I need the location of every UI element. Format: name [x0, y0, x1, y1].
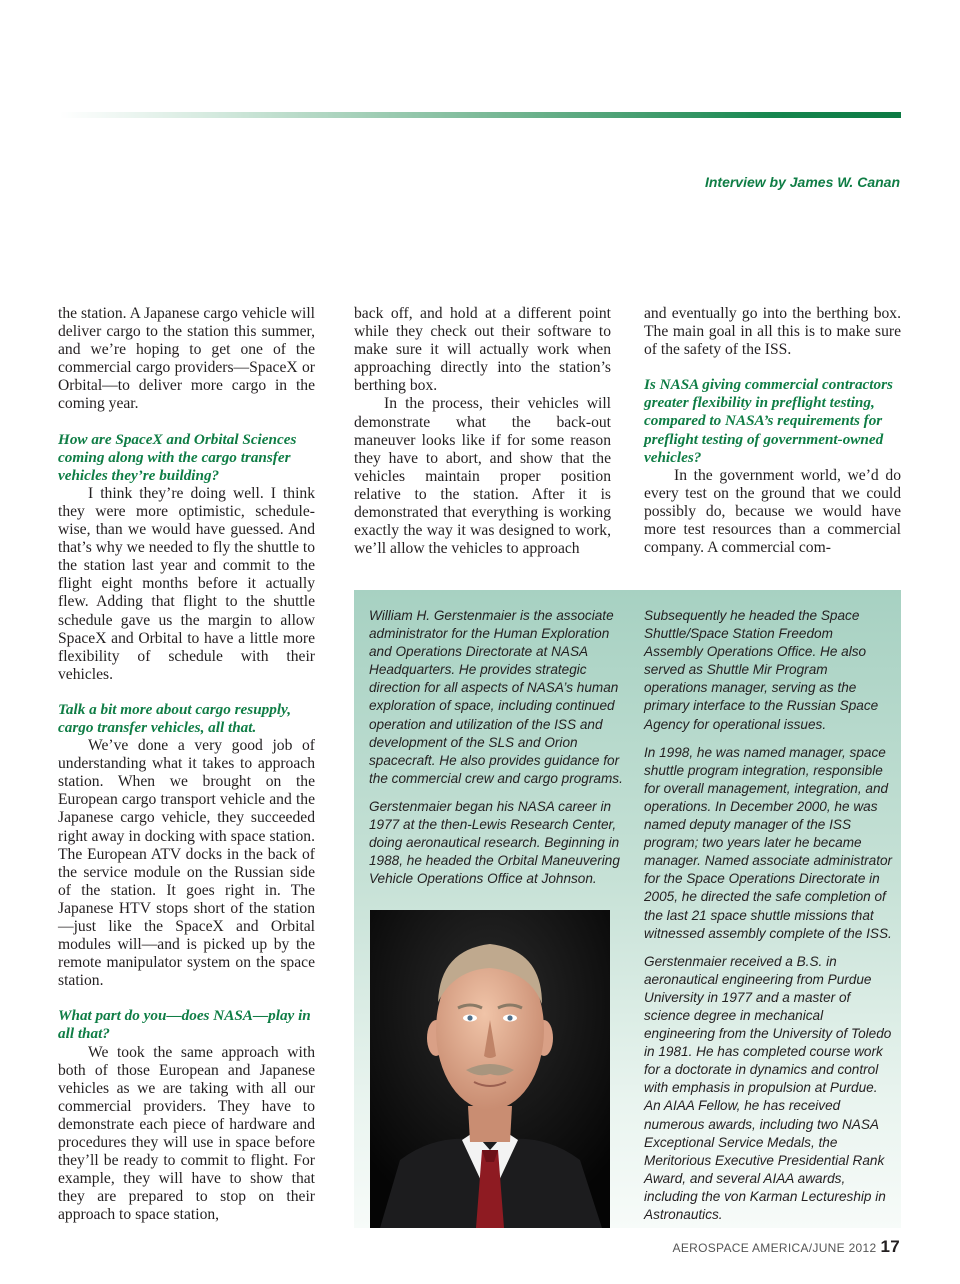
publication-label: AEROSPACE AMERICA/JUNE 2012: [672, 1241, 877, 1255]
article-column-3: [644, 305, 901, 557]
paragraph: and eventually go into the berthing box. The main goal in all this is to make sure of the safety of the ISS.: [644, 305, 901, 359]
paragraph: I think they’re doing well. I think they were more optimistic, schedule-wise, than we would have guessed. And that’s why we needed to fly the shuttle to the station last year and commit to the flight eight months before it actually flew. Adding that flight to the shuttle schedule gave us the margin to allow SpaceX and Orbital to have a little more flexibility of schedule with their vehicles.: [58, 484, 315, 683]
interview-question: How are SpaceX and Orbital Sciences coming along with the cargo transfer vehicles they’re building?: [58, 430, 297, 484]
portrait-photo: [370, 910, 610, 1228]
bio-sidebar: [354, 590, 901, 1228]
paragraph: In the government world, we’d do every test on the ground that we could possibly do, because we would have more test resources than a commercial company. A commercial com-: [644, 466, 901, 557]
paragraph: We’ve done a very good job of understanding what it takes to approach station. When we brought on the European cargo transport vehicle and the Japanese cargo vehicle, they succeeded right away in docking with space station. The European ATV docks in the back of the service module on the Russian side of the station. It goes right in. The Japanese HTV stops short of the station—just like the SpaceX and Orbital modules will—and is picked up by the remote manipulator system on the space station.: [58, 737, 315, 990]
bio-paragraph: In 1998, he was named manager, space shuttle program integration, responsible for overall management, integration, and operations. In December 2000, he was named deputy manager of the ISS program; two years later he became manager. Named associate administrator for the Space Operations Directorate in 2005, he directed the safe completion of the last 21 space shuttle missions that witnessed assembly complete of the ISS.: [644, 744, 893, 941]
paragraph: the station. A Japanese cargo vehicle will deliver cargo to the station this summer, and we’re hoping to get one of the commercial cargo providers—SpaceX or Orbital—to deliver more cargo in the coming year.: [58, 305, 315, 413]
paragraph: In the process, their vehicles will demonstrate what the back-out maneuver looks like if for some reason they have to abort, and show that the vehicles maintain proper position relative to the station. After it is demonstrated that everything is working exactly the way it was designed to work, we’ll allow the vehicles to approach: [354, 395, 611, 558]
article-column-2: [354, 305, 611, 558]
bio-paragraph: Subsequently he headed the Space Shuttle/Space Station Freedom Assembly Operations Office. He also served as Shuttle Mir Program operations manager, serving as the primary interface to the Russian Space Agency for operational issues.: [644, 608, 879, 732]
interview-question: Talk a bit more about cargo resupply, cargo transfer vehicles, all that.: [58, 700, 292, 736]
bio-paragraph: William H. Gerstenmaier is the associate administrator for the Human Exploration and Operations Directorate at NASA Headquarters. He provides strategic direction for all aspects of NASA’s human exploration of space, including continued operation and utilization of the ISS and development of the SLS and Orion spacecraft. He also provides guidance for the commercial crew and cargo programs.: [369, 608, 623, 786]
bio-column-right: [644, 607, 894, 1234]
page-number: 17: [880, 1237, 900, 1256]
byline: Interview by James W. Canan: [704, 174, 900, 190]
article-column-1: [58, 305, 315, 1225]
page-footer: [673, 1237, 900, 1257]
paragraph: We took the same approach with both of those European and Japanese vehicles as we are taking with all our commercial providers. They have to demonstrate each piece of hardware and procedures they will use in space before they’ll be ready to commit to flight. For example, they will have to show that they are prepared to stop on their approach to space station,: [58, 1043, 315, 1224]
portrait-illustration: [370, 910, 610, 1228]
bio-paragraph: Gerstenmaier began his NASA career in 1977 at the then-Lewis Research Center, doing aeronautical research. Beginning in 1988, he headed the Orbital Maneuvering Vehicle Operations Office at Johnson.: [369, 798, 620, 887]
header-rule: [60, 112, 901, 118]
interview-question: What part do you—does NASA—play in all that?: [58, 1007, 311, 1043]
bio-paragraph: Gerstenmaier received a B.S. in aeronautical engineering from Purdue University in 1977 and a master of science degree in mechanical engineering from the University of Toledo in 1981. He has completed course work for a doctorate in dynamics and control with emphasis in propulsion at Purdue. An AIAA Fellow, he has received numerous awards, including two NASA Exceptional Service Medals, the Meritorious Executive Presidential Rank Award, and several AIAA awards, including the von Karman Lectureship in Astronautics.: [644, 953, 892, 1222]
bio-column-left: [369, 607, 627, 898]
interview-question: Is NASA giving commercial contractors greater flexibility in preflight testing, compared to NASA’s requirements for preflight testing of government-owned vehicles?: [644, 376, 893, 466]
paragraph: back off, and hold at a different point while they check out their software to make sure it will actually work when approaching directly into the station’s berthing box.: [354, 305, 611, 395]
